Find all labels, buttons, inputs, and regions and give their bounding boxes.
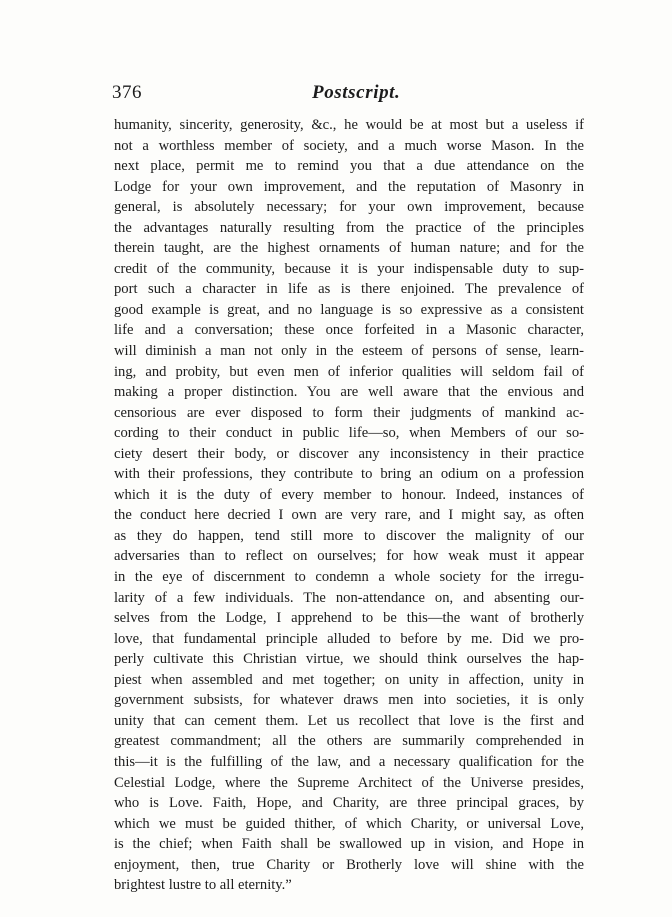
text-line: will diminish a man not only in the esteem of persons of sense, learn-: [114, 343, 584, 360]
page-header: [112, 82, 572, 106]
text-line: which we must be guided thither, of which Charity, or universal Love,: [114, 815, 584, 832]
text-line: brightest lustre to all eternity.”: [114, 877, 292, 894]
page-number: 376: [112, 82, 142, 103]
text-line: piest when assembled and met together; on unity in affection, unity in: [114, 671, 584, 688]
running-title: Postscript.: [312, 82, 401, 103]
text-line: general, is absolutely necessary; for your own improvement, because: [114, 199, 584, 216]
text-line: Celestial Lodge, where the Supreme Architect of the Universe presides,: [114, 774, 584, 791]
text-line: is the chief; when Faith shall be swallowed up in vision, and Hope in: [114, 836, 584, 853]
text-line: unity that can cement them. Let us recollect that love is the first and: [114, 712, 584, 729]
text-line: which it is the duty of every member to honour. Indeed, instances of: [114, 486, 584, 503]
text-line: with their professions, they contribute to bring an odium on a profession: [114, 466, 584, 483]
text-line: greatest commandment; all the others are summarily comprehended in: [114, 733, 584, 750]
text-line: therein taught, are the highest ornaments of human nature; and for the: [114, 240, 584, 257]
text-line: making a proper distinction. You are well aware that the envious and: [114, 384, 584, 401]
text-line: Lodge for your own improvement, and the reputation of Masonry in: [114, 178, 584, 195]
text-line: good example is great, and no language is so expressive as a consistent: [114, 301, 584, 318]
text-line: ing, and probity, but even men of inferior qualities will seldom fail of: [114, 363, 584, 380]
text-line: perly cultivate this Christian virtue, we should think ourselves the hap-: [114, 651, 584, 668]
text-line: love, that fundamental principle alluded to before by me. Did we pro-: [114, 630, 584, 647]
text-line: credit of the community, because it is your indispensable duty to sup-: [114, 260, 584, 277]
text-line: who is Love. Faith, Hope, and Charity, are three principal graces, by: [114, 795, 584, 812]
text-line: cording to their conduct in public life—so, when Members of our so-: [114, 425, 584, 442]
text-line: next place, permit me to remind you that a due attendance on the: [114, 158, 584, 175]
text-line: this—it is the fulfilling of the law, and a necessary qualification for the: [114, 753, 584, 770]
text-line: larity of a few individuals. The non-attendance on, and absenting our-: [114, 589, 584, 606]
text-line: censorious are ever disposed to form their judgments of mankind ac-: [114, 404, 584, 421]
text-line: ciety desert their body, or discover any inconsistency in their practice: [114, 445, 584, 462]
text-line: port such a character in life as is there enjoined. The prevalence of: [114, 281, 584, 298]
body-text: [114, 115, 584, 896]
text-line: adversaries than to reflect on ourselves; for how weak must it appear: [114, 548, 584, 565]
text-line: the conduct here decried I own are very rare, and I might say, as often: [114, 507, 584, 524]
text-line: the advantages naturally resulting from the practice of the principles: [114, 219, 584, 236]
text-line: selves from the Lodge, I apprehend to be this—the want of brotherly: [114, 610, 584, 627]
text-line: life and a conversation; these once forfeited in a Masonic character,: [114, 322, 584, 339]
text-line: government subsists, for whatever draws men into societies, it is only: [114, 692, 584, 709]
text-line: not a worthless member of society, and a much worse Mason. In the: [114, 137, 584, 154]
text-line: as they do happen, tend still more to discover the malignity of our: [114, 527, 584, 544]
text-line: humanity, sincerity, generosity, &c., he would be at most but a useless if: [114, 117, 584, 133]
text-line: enjoyment, then, true Charity or Brotherly love will shine with the: [114, 856, 584, 873]
text-line: in the eye of discernment to condemn a whole society for the irregu-: [114, 569, 584, 586]
